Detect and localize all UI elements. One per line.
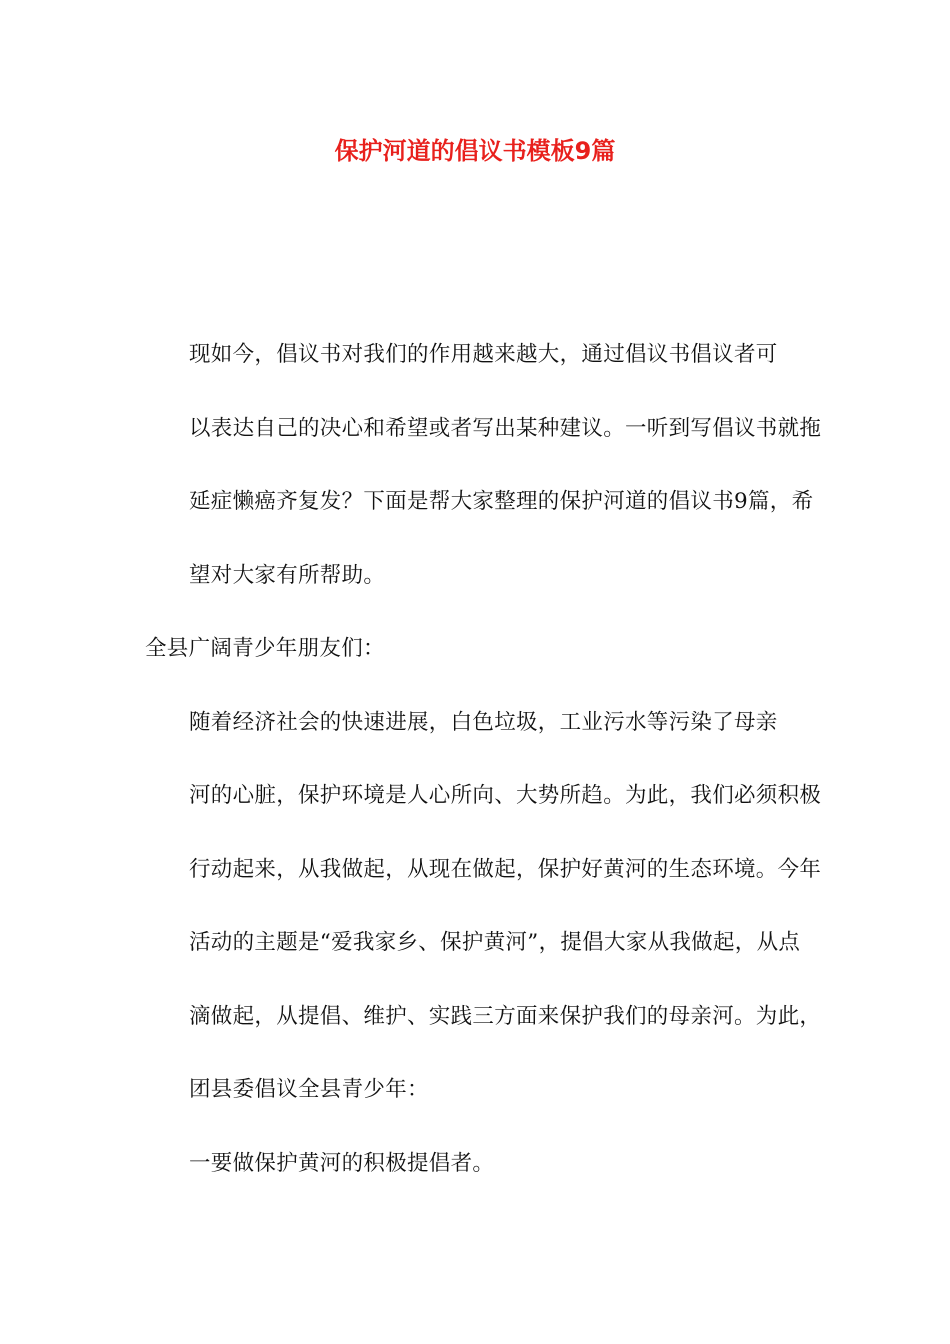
body-paragraph	[145, 686, 822, 1127]
text-line: 一要做保护黄河的积极提倡者。	[189, 1150, 495, 1176]
text-line: 全县广阔青少年朋友们：	[145, 636, 385, 661]
text-line: 延症懒癌齐复发？下面是帮大家整理的保护河道的倡议书9篇，希	[189, 489, 814, 514]
text-line: 随着经济社会的快速进展，白色垃圾，工业污水等污染了母亲	[189, 709, 778, 735]
text-line: 望对大家有所帮助。	[189, 562, 386, 588]
text-line: 以表达自己的决心和希望或者写出某种建议。一听到写倡议书就拖	[189, 415, 822, 441]
text-line: 活动的主题是“爱我家乡、保护黄河”，提倡大家从我做起，从点	[189, 930, 801, 955]
text-line: 团县委倡议全县青少年：	[189, 1077, 429, 1102]
text-line: 现如今，倡议书对我们的作用越来越大，通过倡议书倡议者可	[189, 342, 778, 367]
salutation-paragraph	[145, 612, 805, 686]
text-line: 滴做起，从提倡、维护、实践三方面来保护我们的母亲河。为此，	[189, 1003, 822, 1029]
text-line: 行动起来，从我做起，从现在做起，保护好黄河的生态环境。今年	[189, 856, 822, 882]
text-line: 河的心脏，保护环境是人心所向、大势所趋。为此，我们必须积极	[189, 783, 822, 808]
intro-paragraph	[145, 318, 822, 612]
document-body	[145, 318, 822, 1200]
point-paragraph	[145, 1127, 805, 1201]
document-title: 保护河道的倡议书模板9篇	[334, 137, 616, 165]
